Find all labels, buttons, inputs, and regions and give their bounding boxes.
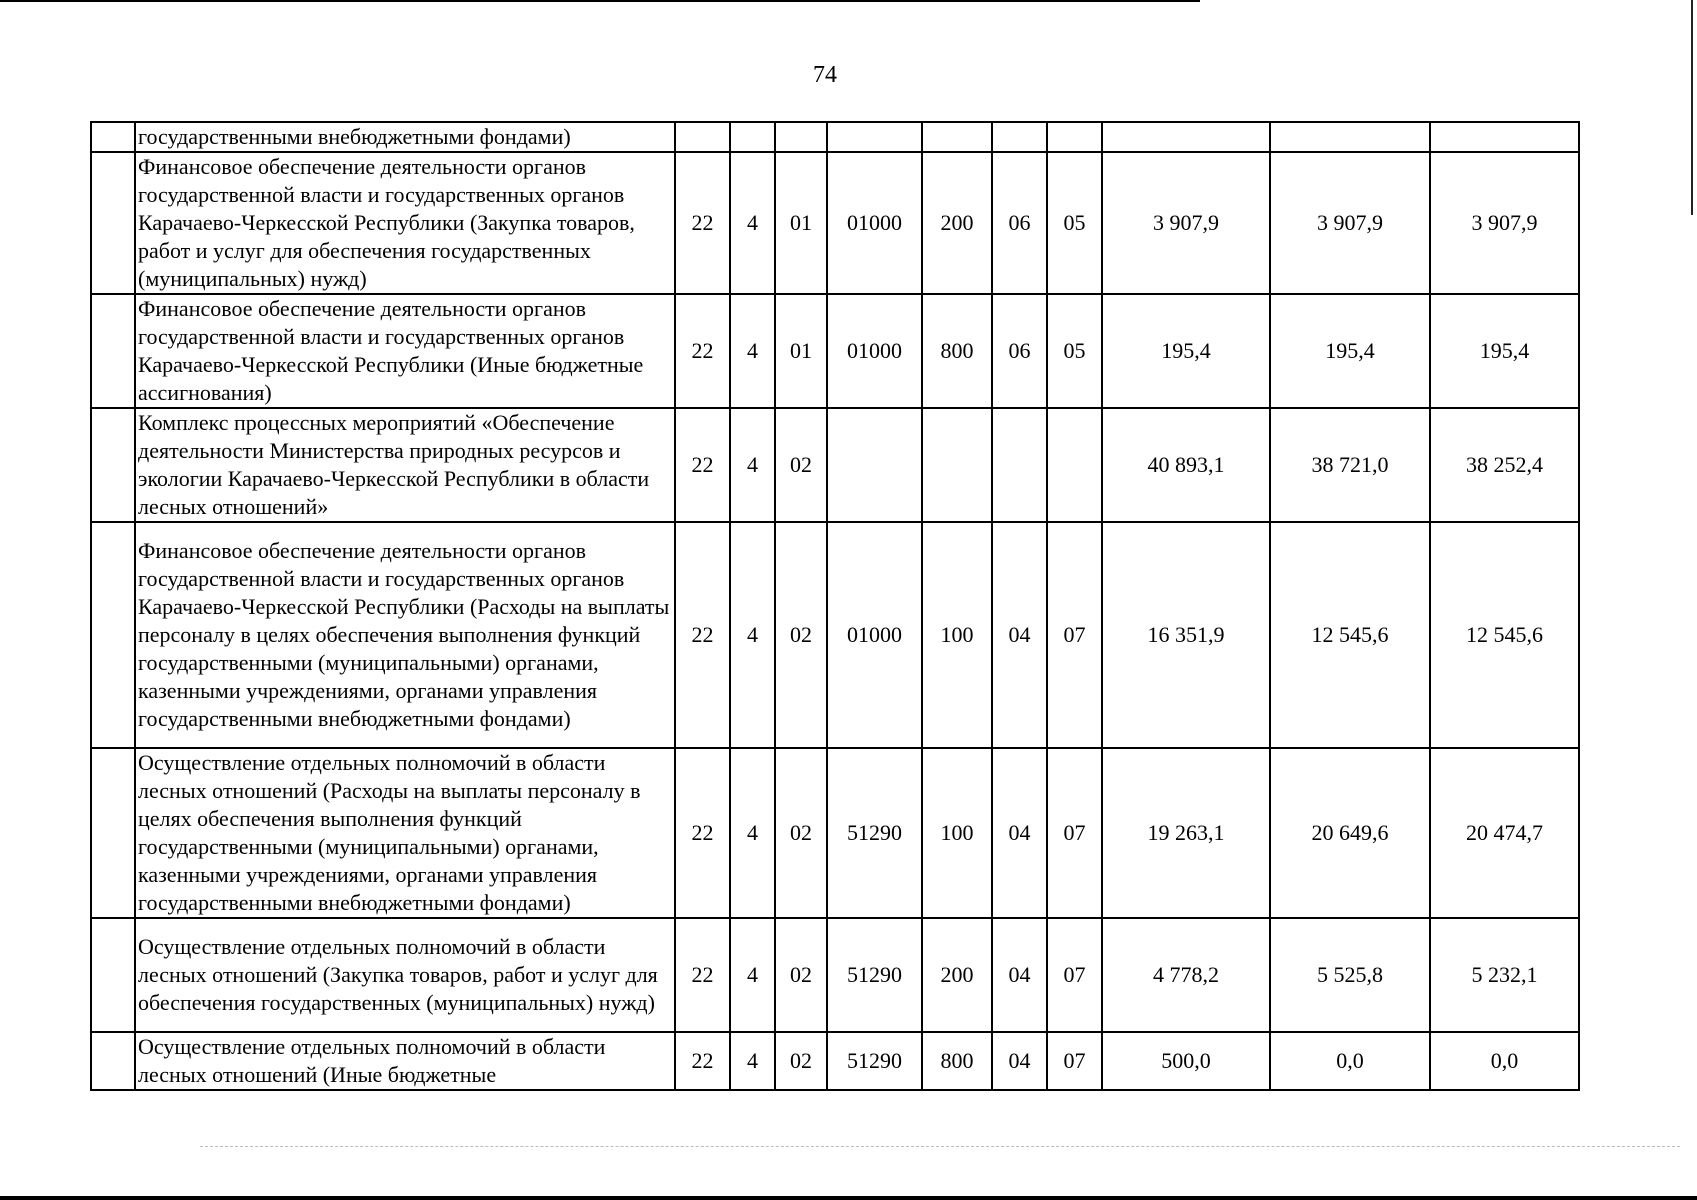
amount-cell: 19 263,1 bbox=[1102, 748, 1270, 918]
code-cell: 4 bbox=[730, 1032, 775, 1090]
amount-cell bbox=[1102, 122, 1270, 152]
expense-name-cell: Осуществление отдельных полномочий в области лесных отношений (Иные бюджетные bbox=[135, 1032, 675, 1090]
code-cell: 22 bbox=[675, 522, 730, 748]
table-row bbox=[91, 748, 1579, 918]
code-cell bbox=[992, 122, 1047, 152]
code-cell: 22 bbox=[675, 748, 730, 918]
code-cell: 4 bbox=[730, 294, 775, 408]
code-cell: 51290 bbox=[827, 748, 922, 918]
amount-cell: 40 893,1 bbox=[1102, 408, 1270, 522]
code-cell: 02 bbox=[775, 1032, 827, 1090]
table-row bbox=[91, 122, 1579, 152]
code-cell bbox=[827, 408, 922, 522]
code-cell: 800 bbox=[922, 1032, 992, 1090]
table-row bbox=[91, 918, 1579, 1032]
expense-name-cell: Финансовое обеспечение деятельности органов государственной власти и государственных органов Карачаево-Черкесской Республики (Закупка товаров, работ и услуг для обеспечения государственных (муниципальных) нужд) bbox=[135, 152, 675, 294]
code-cell: 05 bbox=[1047, 152, 1102, 294]
row-number-cell bbox=[91, 748, 135, 918]
code-cell: 02 bbox=[775, 748, 827, 918]
code-cell: 100 bbox=[922, 748, 992, 918]
scan-right-edge bbox=[1691, 0, 1693, 215]
code-cell: 04 bbox=[992, 748, 1047, 918]
amount-cell: 195,4 bbox=[1102, 294, 1270, 408]
amount-cell bbox=[1270, 122, 1430, 152]
code-cell: 01 bbox=[775, 294, 827, 408]
amount-cell: 5 232,1 bbox=[1430, 918, 1579, 1032]
amount-cell: 0,0 bbox=[1430, 1032, 1579, 1090]
code-cell bbox=[992, 408, 1047, 522]
row-number-cell bbox=[91, 152, 135, 294]
code-cell: 01 bbox=[775, 152, 827, 294]
code-cell: 06 bbox=[992, 294, 1047, 408]
amount-cell: 5 525,8 bbox=[1270, 918, 1430, 1032]
code-cell bbox=[675, 122, 730, 152]
amount-cell: 12 545,6 bbox=[1270, 522, 1430, 748]
code-cell: 01000 bbox=[827, 522, 922, 748]
expense-name-cell: Комплекс процессных мероприятий «Обеспечение деятельности Министерства природных ресурсов и экологии Карачаево-Черкесской Республики в области лесных отношений» bbox=[135, 408, 675, 522]
code-cell: 4 bbox=[730, 522, 775, 748]
code-cell: 22 bbox=[675, 294, 730, 408]
row-number-cell bbox=[91, 408, 135, 522]
row-number-cell bbox=[91, 918, 135, 1032]
code-cell: 100 bbox=[922, 522, 992, 748]
expense-name-cell: Финансовое обеспечение деятельности органов государственной власти и государственных органов Карачаево-Черкесской Республики (Расходы на выплаты персоналу в целях обеспечения выполнения функций государственными (муниципальными) органами, казенными учреждениями, органами управления государственными внебюджетными фондами) bbox=[135, 522, 675, 748]
expense-name-cell: Осуществление отдельных полномочий в области лесных отношений (Расходы на выплаты персоналу в целях обеспечения выполнения функций государственными (муниципальными) органами, казенными учреждениями, органами управления государственными внебюджетными фондами) bbox=[135, 748, 675, 918]
row-number-cell bbox=[91, 122, 135, 152]
code-cell: 22 bbox=[675, 408, 730, 522]
expense-name-cell: государственными внебюджетными фондами) bbox=[135, 122, 675, 152]
amount-cell: 38 721,0 bbox=[1270, 408, 1430, 522]
code-cell bbox=[1047, 122, 1102, 152]
amount-cell: 195,4 bbox=[1430, 294, 1579, 408]
table-row bbox=[91, 294, 1579, 408]
code-cell: 02 bbox=[775, 522, 827, 748]
code-cell: 22 bbox=[675, 1032, 730, 1090]
code-cell: 05 bbox=[1047, 294, 1102, 408]
code-cell: 4 bbox=[730, 748, 775, 918]
expense-name-cell: Осуществление отдельных полномочий в области лесных отношений (Закупка товаров, работ и услуг для обеспечения государственных (муниципальных) нужд) bbox=[135, 918, 675, 1032]
amount-cell: 16 351,9 bbox=[1102, 522, 1270, 748]
scan-top-border bbox=[0, 0, 1200, 2]
code-cell: 51290 bbox=[827, 918, 922, 1032]
code-cell: 07 bbox=[1047, 748, 1102, 918]
code-cell: 06 bbox=[992, 152, 1047, 294]
table-row bbox=[91, 152, 1579, 294]
page-number: 74 bbox=[813, 62, 837, 88]
code-cell: 22 bbox=[675, 918, 730, 1032]
table-row bbox=[91, 408, 1579, 522]
amount-cell: 3 907,9 bbox=[1102, 152, 1270, 294]
code-cell: 02 bbox=[775, 918, 827, 1032]
code-cell bbox=[775, 122, 827, 152]
code-cell: 22 bbox=[675, 152, 730, 294]
row-number-cell bbox=[91, 1032, 135, 1090]
code-cell: 04 bbox=[992, 522, 1047, 748]
scan-bottom-border bbox=[0, 1196, 1697, 1200]
code-cell bbox=[730, 122, 775, 152]
code-cell: 07 bbox=[1047, 918, 1102, 1032]
expense-name-cell: Финансовое обеспечение деятельности органов государственной власти и государственных органов Карачаево-Черкесской Республики (Иные бюджетные ассигнования) bbox=[135, 294, 675, 408]
code-cell: 200 bbox=[922, 152, 992, 294]
code-cell: 800 bbox=[922, 294, 992, 408]
code-cell bbox=[922, 408, 992, 522]
table-body bbox=[91, 122, 1579, 1090]
code-cell: 01000 bbox=[827, 152, 922, 294]
code-cell: 4 bbox=[730, 918, 775, 1032]
row-number-cell bbox=[91, 294, 135, 408]
amount-cell: 500,0 bbox=[1102, 1032, 1270, 1090]
table-row bbox=[91, 522, 1579, 748]
code-cell bbox=[922, 122, 992, 152]
code-cell: 4 bbox=[730, 152, 775, 294]
code-cell: 04 bbox=[992, 1032, 1047, 1090]
code-cell: 07 bbox=[1047, 1032, 1102, 1090]
amount-cell: 3 907,9 bbox=[1430, 152, 1579, 294]
code-cell: 200 bbox=[922, 918, 992, 1032]
budget-table bbox=[90, 121, 1580, 1091]
code-cell bbox=[1047, 408, 1102, 522]
amount-cell: 195,4 bbox=[1270, 294, 1430, 408]
amount-cell: 12 545,6 bbox=[1430, 522, 1579, 748]
amount-cell: 38 252,4 bbox=[1430, 408, 1579, 522]
table-row bbox=[91, 1032, 1579, 1090]
row-number-cell bbox=[91, 522, 135, 748]
code-cell: 01000 bbox=[827, 294, 922, 408]
amount-cell: 3 907,9 bbox=[1270, 152, 1430, 294]
code-cell: 04 bbox=[992, 918, 1047, 1032]
code-cell bbox=[827, 122, 922, 152]
code-cell: 07 bbox=[1047, 522, 1102, 748]
code-cell: 02 bbox=[775, 408, 827, 522]
amount-cell: 4 778,2 bbox=[1102, 918, 1270, 1032]
code-cell: 51290 bbox=[827, 1032, 922, 1090]
amount-cell: 0,0 bbox=[1270, 1032, 1430, 1090]
amount-cell: 20 474,7 bbox=[1430, 748, 1579, 918]
amount-cell bbox=[1430, 122, 1579, 152]
code-cell: 4 bbox=[730, 408, 775, 522]
amount-cell: 20 649,6 bbox=[1270, 748, 1430, 918]
scan-bottom-dashed-line bbox=[200, 1146, 1680, 1147]
